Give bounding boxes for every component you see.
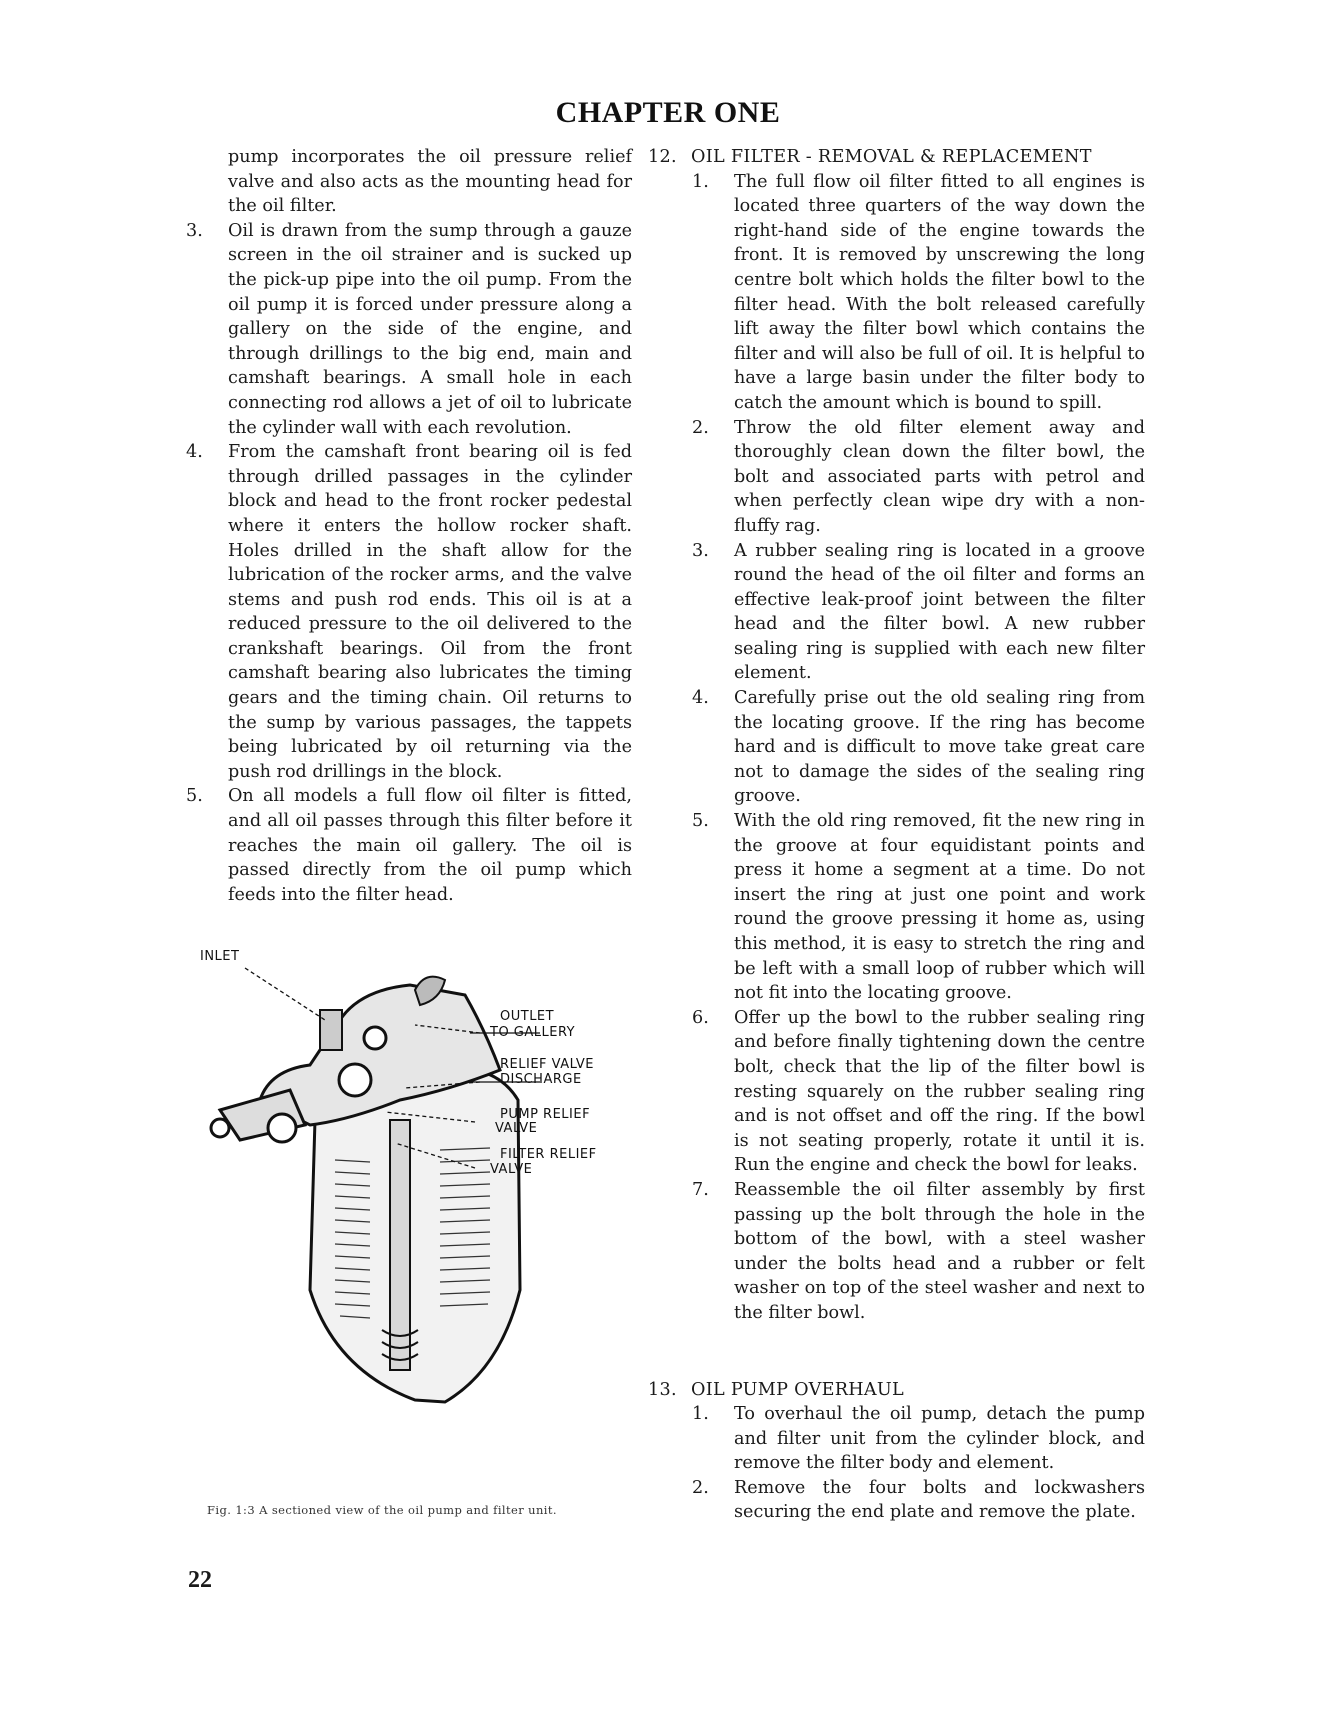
item-text: Oil is drawn from the sump through a gauze screen in the oil strainer and is sucked up the pick-up pipe into the oil pump. From the oil pump it is forced under pressure along a gallery on the side of the engine, and through drillings to the big end, main and camshaft bearings. A small hole in each connecting rod allows a jet of oil to lubricate the cylinder wall with each revolution.	[228, 220, 632, 438]
item-number: 6.	[692, 1007, 709, 1028]
item-number: 3.	[692, 540, 709, 561]
callout-outlet-line2: TO GALLERY	[490, 1025, 576, 1040]
callout-pump-line2: VALVE	[495, 1121, 538, 1136]
item-number: 1.	[692, 1404, 709, 1425]
callout-filter-line2: VALVE	[490, 1162, 533, 1177]
item-text: With the old ring removed, fit the new ring in the groove at four equidistant points and press it home a segment at a time. Do not insert the ring at just one point and work round the groove pressing it home as, using this method, it is easy to stretch the ring and be left with a small loop of rubber which will not fit into the locating groove.	[734, 811, 1145, 1004]
item-number: 2.	[692, 1477, 709, 1498]
callout-inlet: INLET	[200, 950, 240, 964]
section-heading	[648, 145, 1145, 170]
list-item	[182, 784, 632, 907]
lead-paragraph: pump incorporates the oil pressure relief valve and also acts as the mounting head for the oil filter.	[228, 147, 632, 217]
section-spacer	[648, 1326, 1145, 1378]
list-item	[648, 1476, 1145, 1525]
section-title: OIL FILTER - REMOVAL & REPLACEMENT	[691, 147, 1092, 167]
item-text: Remove the four bolts and lockwashers securing the end plate and remove the plate.	[734, 1477, 1145, 1523]
oil-pump-filter-illustration	[200, 950, 670, 1420]
list-item	[648, 809, 1145, 1006]
callout-pump-line1: PUMP RELIEF	[500, 1107, 591, 1122]
section-heading	[648, 1378, 1145, 1403]
item-text: The full flow oil filter fitted to all engines is located three quarters of the way down the right-hand side of the engine towards the front. It is removed by unscrewing the long centre bolt which holds the filter bowl to the filter head. With the bolt released carefully lift away the filter bowl which contains the filter and will also be full of oil. It is helpful to have a large basin under the filter body to catch the amount which is bound to spill.	[734, 171, 1145, 413]
item-number: 7.	[692, 1179, 709, 1200]
item-text: Throw the old filter element away and thoroughly clean down the filter bowl, the bolt and associated parts with petrol and when perfectly clean wipe dry with a non-fluffy rag.	[734, 417, 1145, 536]
list-item	[648, 1178, 1145, 1326]
item-number: 4.	[692, 688, 709, 709]
item-number: 3.	[186, 220, 203, 241]
right-column	[648, 145, 1145, 1525]
list-item	[182, 440, 632, 784]
item-number: 1.	[692, 171, 709, 192]
item-number: 2.	[692, 417, 709, 438]
item-text: To overhaul the oil pump, detach the pump and filter unit from the cylinder block, and remove the filter body and element.	[734, 1404, 1145, 1474]
list-item	[648, 686, 1145, 809]
list-item	[648, 1006, 1145, 1178]
list-item	[182, 219, 632, 440]
callout-filter-line1: FILTER RELIEF	[500, 1147, 597, 1162]
item-text: A rubber sealing ring is located in a groove round the head of the oil filter and forms an effective leak-proof joint between the filter head and the filter bowl. A new rubber sealing ring is supplied with each new filter element.	[734, 540, 1145, 684]
page-number: 22	[188, 1567, 212, 1593]
item-number: 5.	[186, 786, 203, 807]
section-number: 13.	[648, 1379, 677, 1400]
left-column	[182, 145, 632, 907]
item-text: Reassemble the oil filter assembly by first passing up the bolt through the hole in the bottom of the bowl, with a steel washer under the bolts head and a rubber or felt washer on top of the steel washer and next to the filter bowl.	[734, 1179, 1145, 1323]
callout-relief-line1: RELIEF VALVE	[500, 1057, 595, 1072]
item-text: Offer up the bowl to the rubber sealing ring and before finally tightening down the centre bolt, check that the lip of the filter bowl is resting squarely on the rubber sealing ring and is not offset and off the ring. If the bowl is not seating properly, rotate it until it is. Run the engine and check the bowl for leaks.	[734, 1007, 1145, 1176]
callout-relief-line2: DISCHARGE	[500, 1072, 582, 1087]
section-title: OIL PUMP OVERHAUL	[691, 1379, 905, 1400]
item-text: Carefully prise out the old sealing ring from the locating groove. If the ring has become hard and is difficult to move take great care not to damage the sides of the sealing ring groove.	[734, 688, 1145, 807]
item-text: From the camshaft front bearing oil is fed through drilled passages in the cylinder block and head to the front rocker pedestal where it enters the hollow rocker shaft. Holes drilled in the shaft allow for the lubrication of the rocker arms, and the valve stems and push rod ends. This oil is at a reduced pressure to the oil delivered to the crankshaft bearings. Oil from the front camshaft bearing also lubricates the timing gears and the timing chain. Oil returns to the sump by various passages, the tappets being lubricated by oil returning via the push rod drillings in the block.	[228, 442, 632, 782]
page-title: CHAPTER ONE	[555, 96, 781, 129]
section-number: 12.	[648, 147, 677, 167]
list-item	[648, 539, 1145, 687]
list-item	[648, 1402, 1145, 1476]
item-number: 5.	[692, 811, 709, 832]
figure-caption: Fig. 1:3 A sectioned view of the oil pump and filter unit.	[207, 1503, 557, 1517]
item-text: On all models a full flow oil filter is fitted, and all oil passes through this filter before it reaches the main oil gallery. The oil is passed directly from the oil pump which feeds into the filter head.	[228, 786, 632, 905]
item-number: 4.	[186, 442, 203, 463]
callout-outlet-line1: OUTLET	[500, 1009, 555, 1024]
list-item	[648, 170, 1145, 416]
list-item	[648, 416, 1145, 539]
